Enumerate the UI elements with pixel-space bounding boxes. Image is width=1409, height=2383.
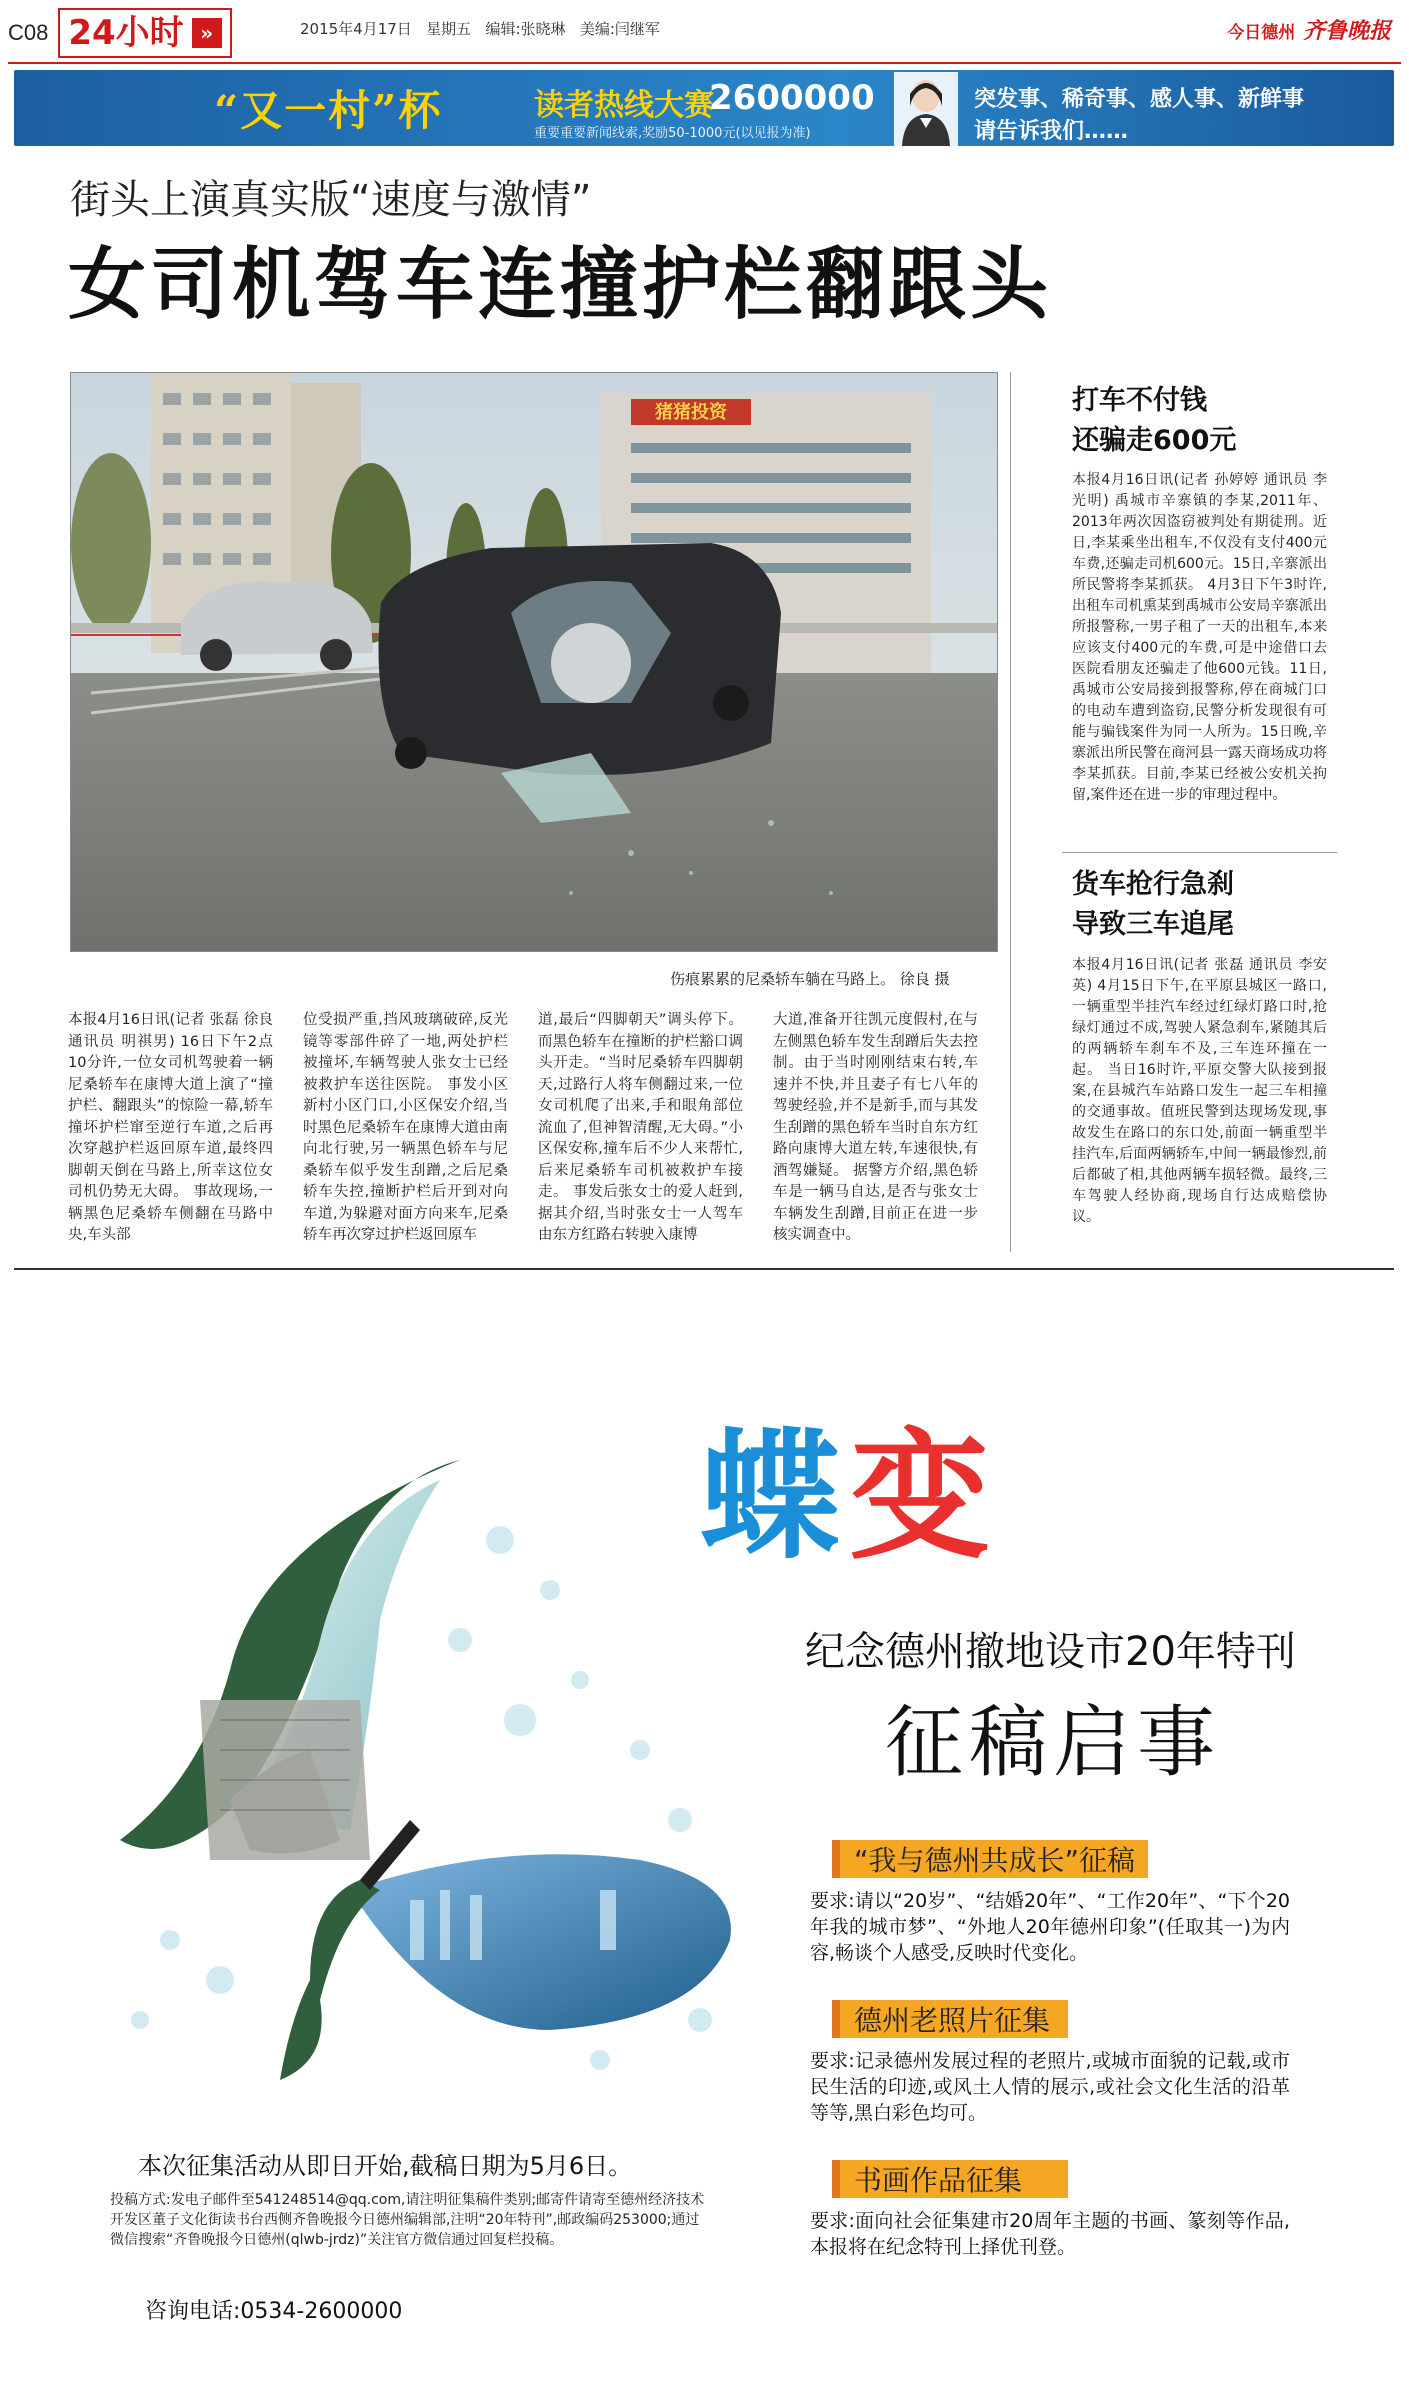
ad-deadline: 本次征集活动从即日开始,截稿日期为5月6日。: [138, 2152, 633, 2180]
sidebar-divider-h: [1062, 852, 1337, 853]
sidebar-divider: [1010, 372, 1011, 1252]
banner-contest: 读者热线大赛: [534, 88, 714, 123]
sidebar-story1-title-line2: 还骗走600元: [1072, 425, 1237, 456]
tag-bar-1: [832, 1840, 840, 1878]
paper-edition: 今日德州: [1227, 23, 1296, 43]
issue-meta: [300, 18, 660, 39]
page-number: C08: [8, 20, 49, 45]
paper-brand: 齐鲁晚报: [1302, 18, 1391, 44]
tag-label-1: “我与德州共成长”征稿: [854, 1844, 1136, 1877]
ad-big-title: [700, 1385, 1000, 1586]
ad-section-body-1: 要求:请以“20岁”、“结婚20年”、“工作20年”、“下个20年我的城市梦”、“外地人20年德州印象”(任取其一)为内容,畅谈个人感受,反映时代变化。: [810, 1890, 1290, 1964]
ad-section-body-3: 要求:面向社会征集建市20周年主题的书画、篆刻等作品,本报将在纪念特刊上择优刊登。: [810, 2210, 1290, 2258]
ad-section-tag-2: [832, 2000, 1068, 2038]
article-column-3: 道,最后“四脚朝天”调头停下。而黑色轿车在撞断的护栏豁口调头开走。“当时尼桑轿车四脚朝天,过路行人将车侧翻过来,一位女司机爬了出来,手和眼角部位流血了,但神智清醒,无大碍。”小区保安称,撞车后不少人来帮忙,后来尼桑轿车司机被救护车接走。 事发后张女士的爱人赶到,据其介绍,当时张女士一人驾车由东方红路右转驶入康博: [538, 1012, 743, 1243]
building-sign: 猪猪投资: [655, 402, 727, 423]
accident-scene-image: [71, 373, 997, 951]
editor: 编辑:张晓琳: [485, 20, 566, 38]
banner-slogan-1: 突发事、稀奇事、感人事、新鲜事: [974, 87, 1305, 112]
hotline-banner[interactable]: [14, 70, 1394, 146]
banner-cup: “又一村”杯: [214, 86, 443, 135]
section-title: [58, 8, 231, 58]
ad-title: 征稿启事: [885, 1698, 1222, 1788]
tag-bar-2: [832, 2000, 840, 2038]
ad-contact-info: 投稿方式:发电子邮件至541248514@qq.com,请注明征集稿件类别;邮寄件请寄至德州经济技术开发区董子文化街读书台西侧齐鲁晚报今日德州编辑部,注明“20年特刊”,邮政编码253000;通过微信搜索“齐鲁晚报今日德州(qlwb-jrdz)”关注官方微信通过回复栏投稿。: [110, 2192, 705, 2248]
ad-title-char-2: 变: [850, 1416, 1001, 1579]
issue-date: 2015年4月17日: [300, 20, 412, 38]
article-kicker: 街头上演真实版“速度与激情”: [70, 177, 592, 223]
sidebar-story2-title-line2: 导致三车追尾: [1072, 909, 1234, 940]
ad-section-tag-1: [832, 1840, 1148, 1878]
issue-weekday: 星期五: [426, 20, 472, 38]
article-column-2: 位受损严重,挡风玻璃破碎,反光镜等零部件碎了一地,两处护栏被撞坏,车辆驾驶人张女士已经被救护车送往医院。 事发小区新村小区门口,小区保安介绍,当时黑色尼桑轿车在康博大道由南向北行驶,另一辆黑色轿车与尼桑轿车似乎发生刮蹭,之后尼桑轿车失控,撞断护栏后开到对向车道,为躲避对面方向来车,尼桑轿车再次穿过护栏返回原车: [303, 1012, 508, 1243]
butterfly-illustration: [80, 1420, 780, 2140]
tag-bar-3: [832, 2160, 840, 2198]
banner-slogan-2: 请告诉我们……: [974, 119, 1129, 144]
tag-label-2: 德州老照片征集: [854, 2004, 1051, 2037]
photo-caption: 伤痕累累的尼桑轿车躺在马路上。 徐良 摄: [670, 970, 950, 988]
section-name: 24小时: [68, 13, 184, 53]
header-rule: [8, 62, 1401, 64]
banner-hotline: 2600000: [709, 78, 875, 118]
ad-section-body-2: 要求:记录德州发展过程的老照片,或城市面貌的记载,或市民生活的印迹,或风土人情的展示,或社会文化生活的沿革等等,黑白彩色均可。: [810, 2050, 1290, 2124]
paper-name: [1227, 14, 1391, 45]
operator-image: [894, 72, 958, 146]
ad-phone: 咨询电话:0534-2600000: [145, 2299, 403, 2324]
article-headline: 女司机驾车连撞护栏翻跟头: [68, 240, 1053, 330]
double-chevron-icon: »: [192, 18, 222, 48]
designer: 美编:闫继军: [579, 20, 660, 38]
section-header: [8, 6, 232, 60]
ad-section-tag-3: [832, 2160, 1068, 2198]
ad-subtitle: 纪念德州撤地设市20年特刊: [805, 1629, 1296, 1675]
sidebar-story1-title-line1: 打车不付钱: [1072, 385, 1207, 416]
sidebar-story2-title-line1: 货车抢行急刹: [1072, 869, 1234, 900]
ad-title-char-1: 蝶: [700, 1416, 851, 1579]
accident-photo: [70, 372, 998, 952]
tag-label-3: 书画作品征集: [854, 2164, 1023, 2197]
article-column-4: 大道,准备开往凯元度假村,在与左侧黑色轿车发生刮蹭后失去控制。由于当时刚刚结束右转,车速并不快,并且妻子有七八年的驾驶经验,并不是新手,而与其发生刮蹭的黑色轿车当时自东方红路向康博大道左转,车速很快,有酒驾嫌疑。 据警方介绍,黑色轿车是一辆马自达,是否与张女士车辆发生刮蹭,目前正在进一步核实调查中。: [773, 1012, 978, 1243]
article-column-1: 本报4月16日讯(记者 张磊 徐良 通讯员 明祺男) 16日下午2点10分许,一位女司机驾驶着一辆尼桑轿车在康博大道上演了“撞护栏、翻跟头”的惊险一幕,轿车撞坏护栏窜至逆行车道,之后再次穿越护栏返回原车道,最终四脚朝天倒在马路上,所幸这位女司机仍势无大碍。 事故现场,一辆黑色尼桑轿车侧翻在马路中央,车头部: [68, 1012, 273, 1243]
page-divider: [14, 1268, 1394, 1270]
sidebar-story2-body: 本报4月16日讯(记者 张磊 通讯员 李安英) 4月15日下午,在平原县城区一路口,一辆重型半挂汽车经过红绿灯路口时,抢绿灯通过不成,驾驶人紧急刹车,紧随其后的两辆轿车刹车不及,三车连环撞在一起。 当日16时许,平原交警大队接到报案,在县城汽车站路口发生一起三车相撞的交通事故。值班民警到达现场发现,事故发生在路口的东口处,前面一辆重型半挂汽车,后面两辆轿车,中间一辆最惨烈,前后都破了相,其他两辆车损轻微。最终,三车驾驶人经协商,现场自行达成赔偿协议。: [1072, 957, 1327, 1225]
sidebar-story1-body: 本报4月16日讯(记者 孙婷婷 通讯员 李光明) 禹城市辛寨镇的李某,2011年、2013年两次因盗窃被判处有期徒刑。近日,李某乘坐出租车,不仅没有支付400元车费,还骗走司机600元。15日,辛寨派出所民警将李某抓获。 4月3日下午3时许,出租车司机熏某到禹城市公安局辛寨派出所报警称,一男子租了一天的出租车,本来应该支付400元的车费,可是中途借口去医院看朋友还骗走了他600元钱。11日,禹城市公安局接到报警称,停在商城门口的电动车遭到盗窃,民警分析发现很有可能与骗钱案件为同一人所为。15日晚,辛寨派出所民警在商河县一露天商场成功将李某抓获。目前,李某已经被公安机关拘留,案件还在进一步的审理过程中。: [1072, 472, 1327, 803]
banner-note: 重要重要新闻线索,奖励50-1000元(以见报为准): [534, 126, 811, 141]
